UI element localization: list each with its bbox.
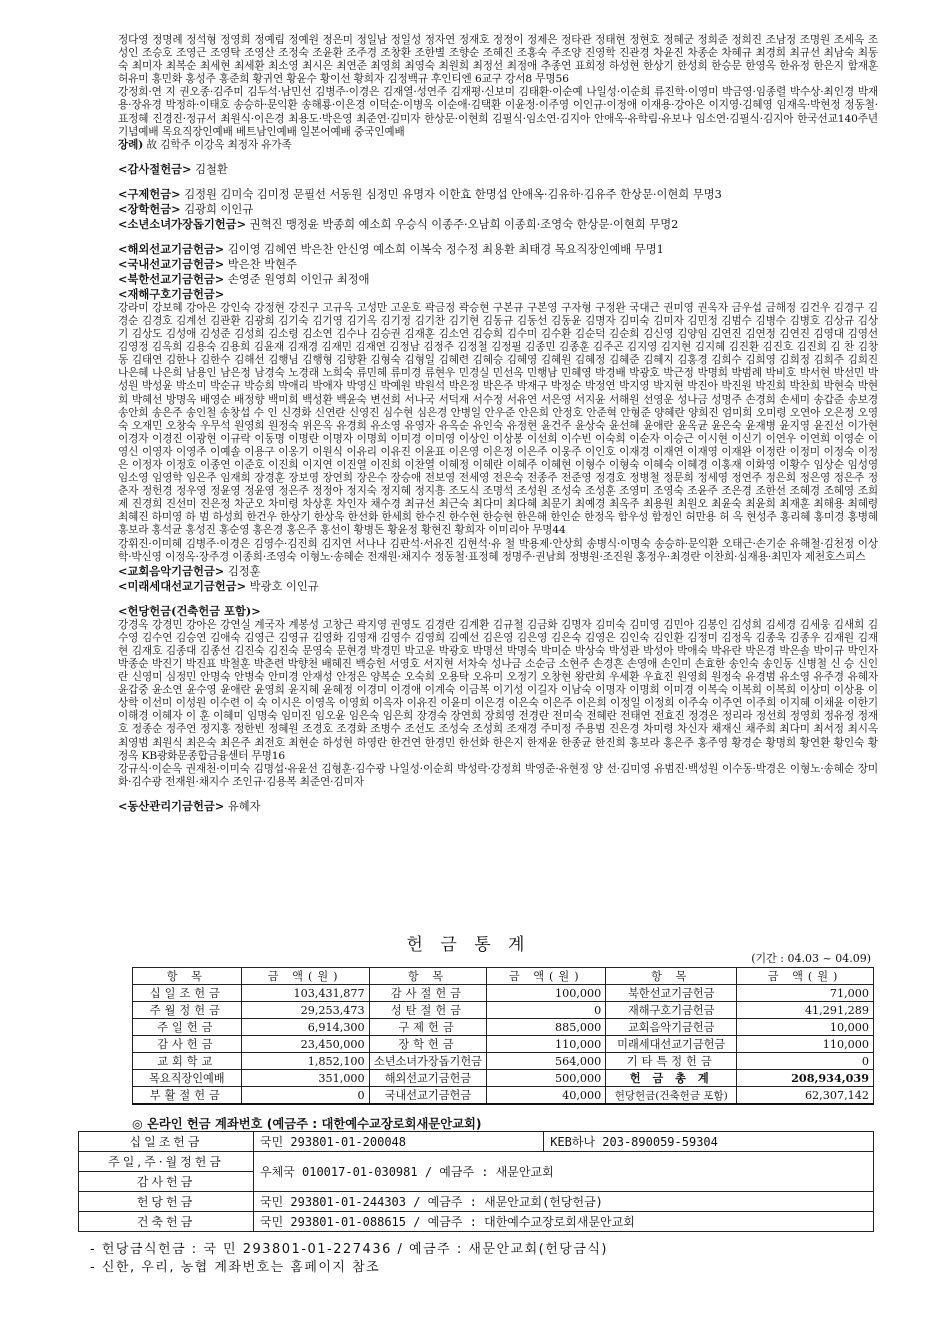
condolence-line — [118, 139, 878, 152]
account-label: 감사헌금 — [79, 1172, 254, 1192]
section-label: <장학헌금> — [118, 201, 181, 216]
section-label: <북한선교기금헌금> — [118, 271, 225, 286]
section-text: 손영준 원영희 이인규 최정애 — [227, 272, 370, 286]
section-label: <교회음악기금헌금> — [118, 563, 225, 578]
stats-header-row — [133, 968, 874, 985]
stats-row — [133, 1019, 874, 1036]
section-text: 김철환 — [195, 162, 228, 176]
section-text: 김이영 김혜연 박은찬 안신영 예소희 이복숙 정수정 최용환 최태경 목요직장인예배 무명1 — [227, 242, 664, 256]
stats-label: 교회음악기금헌금 — [606, 1019, 737, 1036]
section-text: 권혁진 맹정윤 박종희 예소희 우승식 이종주·오남희 이종희·조영숙 한상문·이현희 무명2 — [249, 217, 679, 231]
section-church-music — [118, 564, 878, 579]
stats-amount: 1,852,100 — [241, 1053, 369, 1070]
section-text: 박은찬 박현주 — [227, 257, 297, 271]
section-scholarship — [118, 202, 878, 217]
section-thanksgiving-day — [118, 162, 878, 177]
stats-amount: 23,450,000 — [241, 1036, 369, 1053]
stats-header: 항 목 — [133, 968, 242, 985]
stats-header: 금 액(원) — [737, 968, 874, 985]
section-label: <해외선교기금헌금> — [118, 241, 225, 256]
stats-amount: 0 — [241, 1087, 369, 1105]
section-label: <미래세대선교기금헌금> — [118, 578, 247, 593]
stats-header: 금 액(원) — [241, 968, 369, 985]
stats-amount: 10,000 — [737, 1019, 874, 1036]
section-label: <동산관리기금헌금> — [118, 798, 225, 813]
stats-period: (기간 : 04.03 ~ 04.09) — [751, 952, 871, 965]
section-text: 박광호 이인규 — [249, 579, 319, 593]
stats-label: 감사절헌금 — [369, 985, 487, 1002]
account-label: 헌당헌금 — [79, 1192, 254, 1212]
account-row — [79, 1152, 874, 1172]
stats-label: 장학헌금 — [369, 1036, 487, 1053]
offering-stats-table — [132, 967, 874, 1105]
stats-amount: 351,000 — [241, 1070, 369, 1087]
account-label: 건축헌금 — [79, 1212, 254, 1232]
stats-label: 감사헌금 — [133, 1036, 242, 1053]
continued-name-list: 정다영 정명례 정석형 정영희 정예림 정예원 정은미 정일남 정일성 정자연 정재호 정정이 정제은 정타관 정태현 정현호 정혜군 정희준 정희진 조남정 조명원 조세옥 조성인 조승호 조영근 조영탁 조영산 조정숙 조윤환 조주경 조창환 조한별 조향순 조혜진 조홍숙 주조양 진영학 진관경 차윤진 차종순 차혜규 최경희 최규선 최남숙 최동숙 최미자 최복순 최세현 최세환 최소영 최시은 최연준 최영희 최영숙 최원희 최정선 최정애 추종연 표희정 하성현 한상기 한성희 한승문 한영옥 한유정 한은지 함재훈 허유미 홍민화 홍성주 홍준희 황귀연 황윤수 황이선 황희자 김정백규 후인티엔 6교구 강서8 무명56 — [118, 34, 878, 86]
building-name-list: 강경옥 강경민 강아은 강연실 계국자 계봉성 고창근 곽지영 권영도 김경란 김계환 김규철 김금화 김명자 김미숙 김미영 김민아 김봉인 김성희 김세경 김세웅 김새희 김수영 김수연 김승연 김애숙 김영근 김영규 김영화 김영재 김영수 김영희 김예선 김은영 김은영 김은숙 김영은 김인숙 김인환 김정미 김정옥 김종욱 김종우 김재원 김재현 김재호 김종대 김종선 김진숙 김진숙 문영숙 문현경 박경민 박고운 박광호 박명선 박명숙 박미순 박상숙 박성관 박성아 박애숙 박유란 박은경 박은솔 박이규 박인자 박종순 박진기 박진표 박철훈 박춘련 박향천 배혜진 백승헌 서영호 서지현 서차숙 성나금 소순금 소현주 손경흔 손영애 손인미 손효한 송인숙 송인동 신병철 신 승 신인란 신영미 심정민 안명숙 안병숙 안미경 안재성 안정은 양복순 오숙희 오용탁 오유미 오정기 오창현 왕란희 우세환 우효진 원영희 원정숙 유경범 유소영 유주경 유혜자 윤갑중 윤소연 윤수영 윤애란 윤영희 윤지혜 윤혜정 이경미 이경애 이계숙 이금복 이기성 이길자 이남숙 이명자 이명희 이미경 이복숙 이복희 이복희 이상미 이상용 이상학 이선미 이성원 이수련 이 숙 이시은 이영옥 이영희 이옥자 이유진 이윤미 이은경 이은숙 이은주 이은희 이정일 이정희 이주숙 이주연 이주희 이지혜 이채윤 이한기 이해경 이혜자 이 훈 이혜미 임명숙 임미진 임오윤 임은숙 임은희 장경숙 장연희 장희영 전경란 전미숙 전혜란 전태연 전효진 정경은 정리라 정선희 정영희 정유정 정재호 정종순 정주연 정지홍 정한빈 정혜원 조경호 조경화 조병수 조선도 조성숙 조성희 조재경 주미정 주용범 진은경 차미령 차신자 채재신 채주희 최다미 최서정 최시옥 최영범 최원식 최은숙 최은주 최전호 최현순 하성현 하영란 한건연 한경민 한선화 한은지 한재윤 한종균 한진희 홍보라 홍은주 홍주영 황경순 황명희 황연환 황인숙 황정옥 KB광화문종합금융센터 무명16 — [118, 618, 878, 762]
stats-total-label: 헌 금 총 계 — [606, 1070, 737, 1087]
section-label: <감사절헌금> — [118, 161, 192, 176]
section-text: 유혜자 — [227, 799, 261, 813]
stats-label: 주일헌금 — [133, 1019, 242, 1036]
stats-amount: 62,307,142 — [737, 1087, 874, 1105]
section-overseas-mission — [118, 242, 878, 257]
section-domestic-mission — [118, 257, 878, 272]
stats-amount: 564,000 — [487, 1053, 606, 1070]
stats-header: 항 목 — [369, 968, 487, 985]
account-number: 국민 293801-01-244303 / 예금주 : 새문안교회(헌당헌금) — [254, 1192, 874, 1212]
account-number: 국민 293801-01-088615 / 예금주 : 대한예수교장로회새문안교회 — [254, 1212, 874, 1232]
account-number: 국민 293801-01-200048 — [254, 1132, 544, 1152]
section-text: 김정원 김미숙 김미정 문필선 서동원 심정민 유명자 이한효 한명섭 안애옥·김유하·김유주 한상문·이현희 무명3 — [184, 187, 722, 201]
section-label: <재해구호기금헌금> — [118, 286, 225, 301]
stats-label: 북한선교기금헌금 — [606, 985, 737, 1002]
stats-amount: 41,291,289 — [737, 1002, 874, 1019]
account-table — [78, 1131, 874, 1232]
account-row — [79, 1132, 874, 1152]
section-text: 김정훈 — [227, 564, 261, 578]
stats-row — [133, 1053, 874, 1070]
building-couple-list: 강규식·이순옥 권재천·이미숙 김명섭·유윤선 김형훈·김수광 나일성·이순희 박성락·강정희 박영준·유현정 양 선·김미영 유범진·백성원 이수동·박경은 이형노·송혜순 장미화·김수광 전재원·채지수 조인규·김용복 최준연·김미자 — [118, 762, 878, 788]
section-youth-head — [118, 217, 878, 232]
account-note: - 헌당금식헌금 : 국 민 293801-01-227436 / 예금주 : 새문안교회(헌당금식) — [90, 1242, 609, 1257]
stats-amount: 40,000 — [487, 1087, 606, 1105]
account-number: 우체국 010017-01-030981 / 예금주 : 새문안교회 — [254, 1152, 874, 1192]
stats-label: 목요직장인예배 — [133, 1070, 242, 1087]
stats-row — [133, 985, 874, 1002]
section-disaster-relief — [118, 287, 878, 302]
section-text: 김광희 이인규 — [184, 202, 254, 216]
stats-label: 미래세대선교기금헌금 — [606, 1036, 737, 1053]
section-label: <헌당헌금(건축헌금 포함)> — [118, 603, 261, 618]
relief-name-list: 강라미 강보혜 강아은 강인숙 강정현 강진구 고규옥 고성만 고운호 곽금정 곽승현 구본규 구본영 구자형 구정완 국대근 권미영 권옥자 금우섭 금해정 김건우 김경구 김경순 김경호 김계선 김관환 김광희 김기숙 김기영 김기옥 김기정 김기찬 김기현 김동규 김동선 김동윤 김명자 김미숙 김미자 김민정 김범수 김병수 김병호 김상규 김상기 김상도 김성애 김성준 김성희 김소령 김소연 김수나 김승권 김재훈 김소연 김승희 김수미 김수환 김순덕 김순희 김신영 김양임 김연진 김연정 김연진 김영대 김영선 김영정 김옥희 김용숙 김용희 김윤재 김재경 김재민 김재연 김정남 김정주 김정철 김정필 김종민 김종훈 김주곤 김지영 김지현 김지혜 김진환 김진호 김진희 김 찬 김창동 김태연 김한나 김한수 김해선 김행님 김행형 김향환 김형숙 김형일 김혜련 김혜승 김혜영 김혜원 김혜정 김혜준 김혜지 김홍경 김희수 김희영 김희정 김희주 김희진 나은혜 나은희 남용인 남은정 남경숙 노경래 노희숙 류민혜 류미경 류현우 민경실 민선옥 민행남 민혜영 박경배 박광호 박근정 박명희 박범례 박비호 박서현 박선민 박성원 박성윤 박소미 박순규 박승희 박애리 박애자 박영신 박예원 박원석 박은정 박은주 박재구 박정순 박정연 박지영 박지현 박진아 박진원 박진희 박찬희 박현숙 박현희 박혜선 방명옥 배영순 배정향 백미희 백성환 백윤숙 변선희 서나국 서덕재 서수정 서유연 서은영 서지윤 서해원 선영운 성나금 성명주 손경희 손세미 송갑준 송보경 송안희 송은주 송인철 송창섭 수 인 신경화 신연란 신영진 심수현 심은경 안병일 안우준 안은희 안정호 안준혁 안형준 양혜란 양희진 엄미희 오미령 오연아 오은정 오영숙 오재민 오창숙 우무석 원영희 원정숙 위은옥 유경희 유소영 유영자 유옥순 유인숙 유정현 윤건주 윤상숙 윤선혜 윤애란 윤옥균 윤은숙 윤재병 윤지영 윤진선 이가현 이경자 이경진 이광현 이규락 이동명 이명란 이명자 이명희 이미경 이미영 이상인 이상봉 이선희 이수빈 이숙희 이순자 이승근 이시현 이신기 이연우 이연희 이영순 이영신 이영자 이영주 이예솔 이용구 이옹기 이원식 이유리 이유진 이윤표 이은영 이은정 이은주 이웅주 이인호 이재경 이재연 이재영 이재완 이정란 이정미 이정숙 이정은 이정자 이정호 이종연 이준호 이진희 이지연 이진열 이진희 이찬열 이혜정 이혜란 이혜주 이혜현 이형수 이형숙 이혜숙 이혜경 이홍재 이화영 이황수 임상순 임성영 임소영 임영학 임은주 임재희 장경훈 장보영 장연희 장은수 장승애 전보영 전세영 전은숙 전종주 전준영 정경호 정병철 정문희 정세영 정연주 정은희 정은영 정은주 정춘자 정헌경 정우영 정윤영 정윤영 정은주 정정아 정지숙 정지혜 정지흥 조도식 조명석 조성원 조성숙 조성훈 조영미 조영숙 조윤주 조은경 조한선 조혜경 조혜영 조희제 진경희 진선미 진은정 차군오 차미령 차상훈 차인자 채수경 최규선 최근숙 최다미 최다혜 최문기 최예경 최옥주 최용원 최원오 최윤숙 최윤희 최재훈 최해용 최혜령 최혜진 하미영 하 범 하성희 한건우 한상기 한상욱 한선화 한세희 한수진 한수현 한승현 한은해 한인순 한정옥 함우성 함정인 허만용 허 옥 현성주 홍리혜 홍미경 홍병혜 홍보라 홍석균 홍성진 홍순영 홍은경 홍은주 홍선이 황병돈 황윤정 황현진 황희자 이미리아 무명44 — [118, 301, 878, 537]
offering-list — [118, 34, 878, 814]
stats-row — [133, 1002, 874, 1019]
stats-amount: 110,000 — [737, 1036, 874, 1053]
stats-label: 구제헌금 — [369, 1019, 487, 1036]
stats-label: 십일조헌금 — [133, 985, 242, 1002]
stats-header: 금 액(원) — [487, 968, 606, 985]
account-row — [79, 1212, 874, 1232]
stats-amount: 500,000 — [487, 1070, 606, 1087]
stats-label: 해외선교기금헌금 — [369, 1070, 487, 1087]
stats-amount: 6,914,300 — [241, 1019, 369, 1036]
stats-amount: 885,000 — [487, 1019, 606, 1036]
account-number: KEB하나 203-890059-59304 — [544, 1132, 874, 1152]
stats-amount: 0 — [737, 1053, 874, 1070]
section-relief — [118, 187, 878, 202]
stats-label: 헌당헌금(건축헌금 포함) — [606, 1087, 737, 1105]
stats-label: 소년소녀가장돕기헌금 — [369, 1053, 487, 1070]
section-north-korea-mission — [118, 272, 878, 287]
stats-row — [133, 1070, 874, 1087]
condolence-text: 故 김학주 이강옥 최정자 유가족 — [146, 138, 292, 151]
relief-couple-list: 강휘진·이미혜 김병주·이경은 김영수·김진희 김지연 서나나 김판석·서유진 김현석·유 철 박용제·안상희 송병식·이명숙 송승하·문익환 오태근·손기순 유해철·김천정 이상학·박신영 이정옥·장주경 이종희·조영숙 이형노·송혜순 전재원·채지수 정동철·표정혜 정명주·권남희 정병원·조진원 홍정우·최경란 이찬희·심재용·최민자 제천호스피스 — [118, 537, 878, 563]
stats-amount: 100,000 — [487, 985, 606, 1002]
stats-amount: 71,000 — [737, 985, 874, 1002]
stats-row — [133, 1087, 874, 1105]
section-label: <구제헌금> — [118, 186, 181, 201]
stats-amount: 103,431,877 — [241, 985, 369, 1002]
stats-amount: 0 — [487, 1002, 606, 1019]
stats-amount: 29,253,473 — [241, 1002, 369, 1019]
stats-total-amount: 208,934,039 — [737, 1070, 874, 1087]
stats-label: 성탄절헌금 — [369, 1002, 487, 1019]
condolence-label: 장례) — [118, 138, 144, 151]
stats-label: 재해구호기금헌금 — [606, 1002, 737, 1019]
couple-name-list: 강정희·연 지 권오종·김주미 김두석·남민선 김병주·이경은 김재열·성연주 김재평·신보미 김태환·이순예 나일성·이순희 류진학·이영미 박금영·임종렬 박수상·최인경 박재용·장유경 박정하·이태호 송승하·문익환 송해룡·이은경 이덕순·이병옥 이순애·김택환 이윤정·이주영 이인규·이정애 이재용·강아은 이지영·김혜영 임재옥·박현정 정동철·표정혜 진경진·정규서 최원식·이은경 최용도·박은영 최준연·김미자 한상문·이현희 김필식·임소연·김지아 안애옥·유학림·유보나 임소연·김필식·김지아 한국선교140주년기념예배 목요직장인예배 베트남인예배 일본어예배 중국인예배 — [118, 86, 878, 138]
stats-label: 국내선교기금헌금 — [369, 1087, 487, 1105]
account-label: 십일조헌금 — [79, 1132, 254, 1152]
stats-title: 헌 금 통 계 — [406, 935, 531, 955]
account-note: - 신한, 우리, 농협 계좌번호는 홈페이지 참조 — [90, 1260, 381, 1275]
stats-row — [133, 1036, 874, 1053]
account-label: 주일,주·월정헌금 — [79, 1152, 254, 1172]
section-property-management — [118, 799, 878, 814]
stats-label: 주월정헌금 — [133, 1002, 242, 1019]
stats-amount: 110,000 — [487, 1036, 606, 1053]
account-row — [79, 1192, 874, 1212]
section-building — [118, 604, 878, 619]
stats-label: 교회학교 — [133, 1053, 242, 1070]
section-label: <국내선교기금헌금> — [118, 256, 225, 271]
stats-label: 기타특정헌금 — [606, 1053, 737, 1070]
online-account-title: ◎ 온라인 헌금 계좌번호 (예금주 : 대한예수교장로회새문안교회) — [132, 1117, 482, 1131]
section-label: <소년소녀가장돕기헌금> — [118, 216, 247, 231]
stats-label: 부활절헌금 — [133, 1087, 242, 1105]
section-future-generation — [118, 579, 878, 594]
stats-header: 항 목 — [606, 968, 737, 985]
